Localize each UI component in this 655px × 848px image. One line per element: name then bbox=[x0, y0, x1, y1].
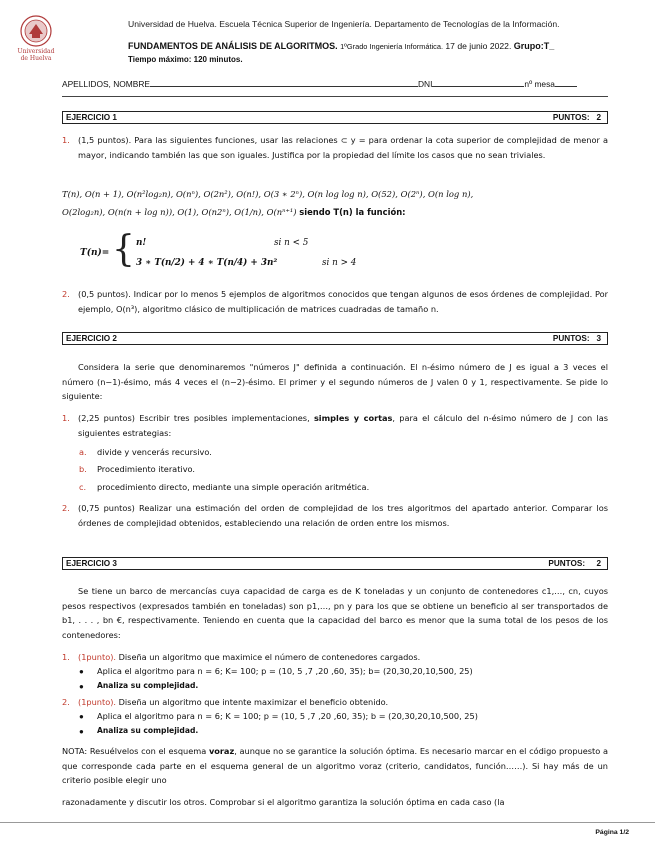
case-1-cond: si n < 5 bbox=[274, 238, 309, 248]
option-a-letter: a. bbox=[79, 447, 87, 457]
dni-label: DNI bbox=[417, 79, 433, 89]
exam-info bbox=[128, 41, 554, 51]
functions-list-2: O(2log₂n), O(n(n + log n)), O(1), O(n2ⁿ), O(1/n), O(nⁿ⁺¹) bbox=[62, 207, 297, 217]
piecewise-lhs: T(n)= bbox=[80, 248, 110, 258]
bullet-icon: ● bbox=[79, 682, 84, 691]
ex2-item-2-text: (0,75 puntos) Realizar una estimación del orden de complejidad de los tres algoritmos del apartado anterior. Comparar los órdenes de complejidad obtenidos, estableciendo una relación de orden entre los mismos. bbox=[78, 503, 608, 528]
time-limit: Tiempo máximo: 120 minutos. bbox=[128, 55, 243, 64]
mesa-label: nº mesa bbox=[524, 79, 555, 89]
names-field[interactable] bbox=[150, 77, 418, 87]
ex3-item-1-bullet-2: Analiza su complejidad. bbox=[97, 681, 199, 690]
exercise-1-title: EJERCICIO 1 bbox=[66, 113, 117, 122]
note-text-c: , aunque no se garantice la solución óptima. Es necesario marcar en el código propuesto a que corresponde cada parte en el esquema general de un algoritmo voraz (criterio, candidatos, función……). Si hay más de un criterio posible elegir uno bbox=[62, 746, 608, 785]
ex1-item-1-text: (1,5 puntos). Para las siguientes funciones, usar las relaciones ⊂ y = para ordenar la cota superior de complejidad de menor a mayor, indicando también las que son iguales. Justifica por la propiedad del límite los casos que no sean triviales. bbox=[78, 135, 608, 160]
ex3-item-2-points: (1punto). bbox=[78, 697, 116, 707]
ex3-item-2-bullet-2: Analiza su complejidad. bbox=[97, 726, 199, 735]
degree: 1ºGrado Ingeniería Informática. bbox=[340, 42, 444, 51]
ex3-item-2-desc: Diseña un algoritmo que intente maximizar el beneficio obtenido. bbox=[116, 697, 389, 707]
exercise-3-points bbox=[548, 559, 601, 568]
student-info-line bbox=[62, 77, 608, 89]
ex3-item-2-text bbox=[78, 695, 608, 710]
points-label: PUNTOS: bbox=[552, 334, 590, 343]
ex2-item-1-number: 1. bbox=[62, 413, 70, 423]
exam-date: 17 de junio 2022. bbox=[445, 41, 512, 51]
exercise-2-header bbox=[62, 332, 608, 345]
dni-field[interactable] bbox=[432, 77, 524, 87]
ex3-item-2-bullet-1: Aplica el algoritmo para n = 6; K = 100; p = (10, 5 ,7 ,20 ,60, 35); b = (20,30,20,10,500, 25) bbox=[97, 711, 478, 721]
ex3-note bbox=[62, 744, 608, 788]
piecewise-brace: { bbox=[112, 229, 135, 270]
ex2-item-1-text-c: , para el cálculo del n-ésimo número de J con las siguientes estrategias: bbox=[78, 413, 608, 438]
header-divider bbox=[62, 96, 608, 97]
subject-title: FUNDAMENTOS DE ANÁLISIS DE ALGORITMOS. bbox=[128, 41, 338, 51]
points-value: 2 bbox=[596, 113, 601, 122]
note-text-a: NOTA: Resuélvelos con el esquema bbox=[62, 746, 209, 756]
ex3-item-1-desc: Diseña un algoritmo que maximice el número de contenedores cargados. bbox=[116, 652, 421, 662]
exercise-2-title: EJERCICIO 2 bbox=[66, 334, 117, 343]
note-emphasis: voraz bbox=[208, 746, 235, 756]
option-c-letter: c. bbox=[79, 482, 87, 492]
mesa-field[interactable] bbox=[555, 77, 577, 87]
ex2-item-1-text bbox=[78, 411, 608, 440]
ex1-item-2-text: (0,5 puntos). Indicar por lo menos 5 ejemplos de algoritmos conocidos que tengan algunos de esos órdenes de complejidad. Por ejemplo, O(n³), algoritmo clásico de multiplicación de matrices cuadradas de tamaño n. bbox=[78, 289, 608, 314]
logo-text bbox=[12, 48, 60, 62]
logo-text-line1: Universidad bbox=[17, 48, 55, 55]
bullet-icon: ● bbox=[79, 712, 84, 721]
points-label: PUNTOS: bbox=[552, 113, 590, 122]
exercise-1-points bbox=[553, 113, 601, 122]
exercise-1-header bbox=[62, 111, 608, 124]
ex2-item-2-number: 2. bbox=[62, 503, 70, 513]
ex3-intro: Se tiene un barco de mercancías cuya capacidad de carga es de K toneladas y un conjunto de contenedores c1,…, cn, cuyos pesos respectivos (expresados también en toneladas) son p1,…, pn y para los que se obtiene un beneficio al ser transportados de b1, . . . , bn €, respectivamente. Teniendo en cuenta que la capacidad del barco es menor que la suma total de los pesos de los contenedores: bbox=[62, 586, 608, 640]
case-2-cond: si n > 4 bbox=[322, 258, 357, 268]
ex2-intro: Considera la serie que denominaremos "números J" definida a continuación. El n-ésimo número de J es igual a 3 veces el número (n−1)-ésimo, más 4 veces el (n−2)-ésimo. El primer y el segundo números de J valen 0 y 1, respectivamente. Se pide lo siguiente: bbox=[62, 362, 608, 401]
case-2-expr: 3 ∗ T(n/2) + 4 ∗ T(n/4) + 3n² bbox=[136, 258, 278, 268]
points-value: 3 bbox=[596, 334, 601, 343]
ex3-item-1-number: 1. bbox=[62, 652, 70, 662]
exercise-2-points bbox=[553, 334, 601, 343]
option-b-letter: b. bbox=[79, 464, 87, 474]
ex3-item-1-bullet-1: Aplica el algoritmo para n = 6; K= 100; p = (10, 5 ,7 ,20 ,60, 35); b= (20,30,20,10,500, 25) bbox=[97, 666, 473, 676]
ex3-continuation: razonadamente y discutir los otros. Comprobar si el algoritmo garantiza la solución óptima en cada caso (la bbox=[62, 797, 505, 807]
exercise-3-header bbox=[62, 557, 608, 570]
bullet-icon: ● bbox=[79, 727, 84, 736]
exercise-3-title: EJERCICIO 3 bbox=[66, 559, 117, 568]
functions-line-2 bbox=[62, 205, 608, 220]
institution-header: Universidad de Huelva. Escuela Técnica Superior de Ingeniería. Departamento de Tecnologías de la Información. bbox=[128, 19, 560, 29]
ex1-item-2-number: 2. bbox=[62, 289, 70, 299]
group-field: Grupo:T_ bbox=[513, 41, 555, 51]
ex3-item-1-text bbox=[78, 650, 608, 665]
ex2-item-1-emphasis: simples y cortas bbox=[313, 413, 393, 423]
bullet-icon: ● bbox=[79, 667, 84, 676]
points-value: 2 bbox=[596, 559, 601, 568]
logo-text-line2: de Huelva bbox=[20, 55, 52, 62]
ex1-item-1-number: 1. bbox=[62, 135, 70, 145]
names-label: APELLIDOS, NOMBRE bbox=[62, 79, 150, 89]
points-label: PUNTOS: bbox=[548, 559, 586, 568]
page-number: Página 1/2 bbox=[595, 829, 629, 836]
footer-divider bbox=[0, 822, 655, 823]
university-logo bbox=[16, 14, 56, 64]
option-b-text: Procedimiento iterativo. bbox=[97, 464, 196, 474]
functions-line-1: T(n), O(n + 1), O(n²log₂n), O(nⁿ), O(2n²), O(n!), O(3 ∗ 2ⁿ), O(n log log n), O(52), O(2ⁿ), O(n log n), bbox=[62, 189, 474, 199]
ex2-item-1-text-a: (2,25 puntos) Escribir tres posibles implementaciones, bbox=[78, 413, 314, 423]
case-1-expr: n! bbox=[136, 238, 147, 248]
ex3-item-1-points: (1punto). bbox=[78, 652, 116, 662]
ex3-item-2-number: 2. bbox=[62, 697, 70, 707]
option-a-text: divide y vencerás recursivo. bbox=[97, 447, 212, 457]
option-c-text: procedimiento directo, mediante una simple operación aritmética. bbox=[97, 482, 370, 492]
functions-suffix: siendo T(n) la función: bbox=[299, 207, 406, 217]
